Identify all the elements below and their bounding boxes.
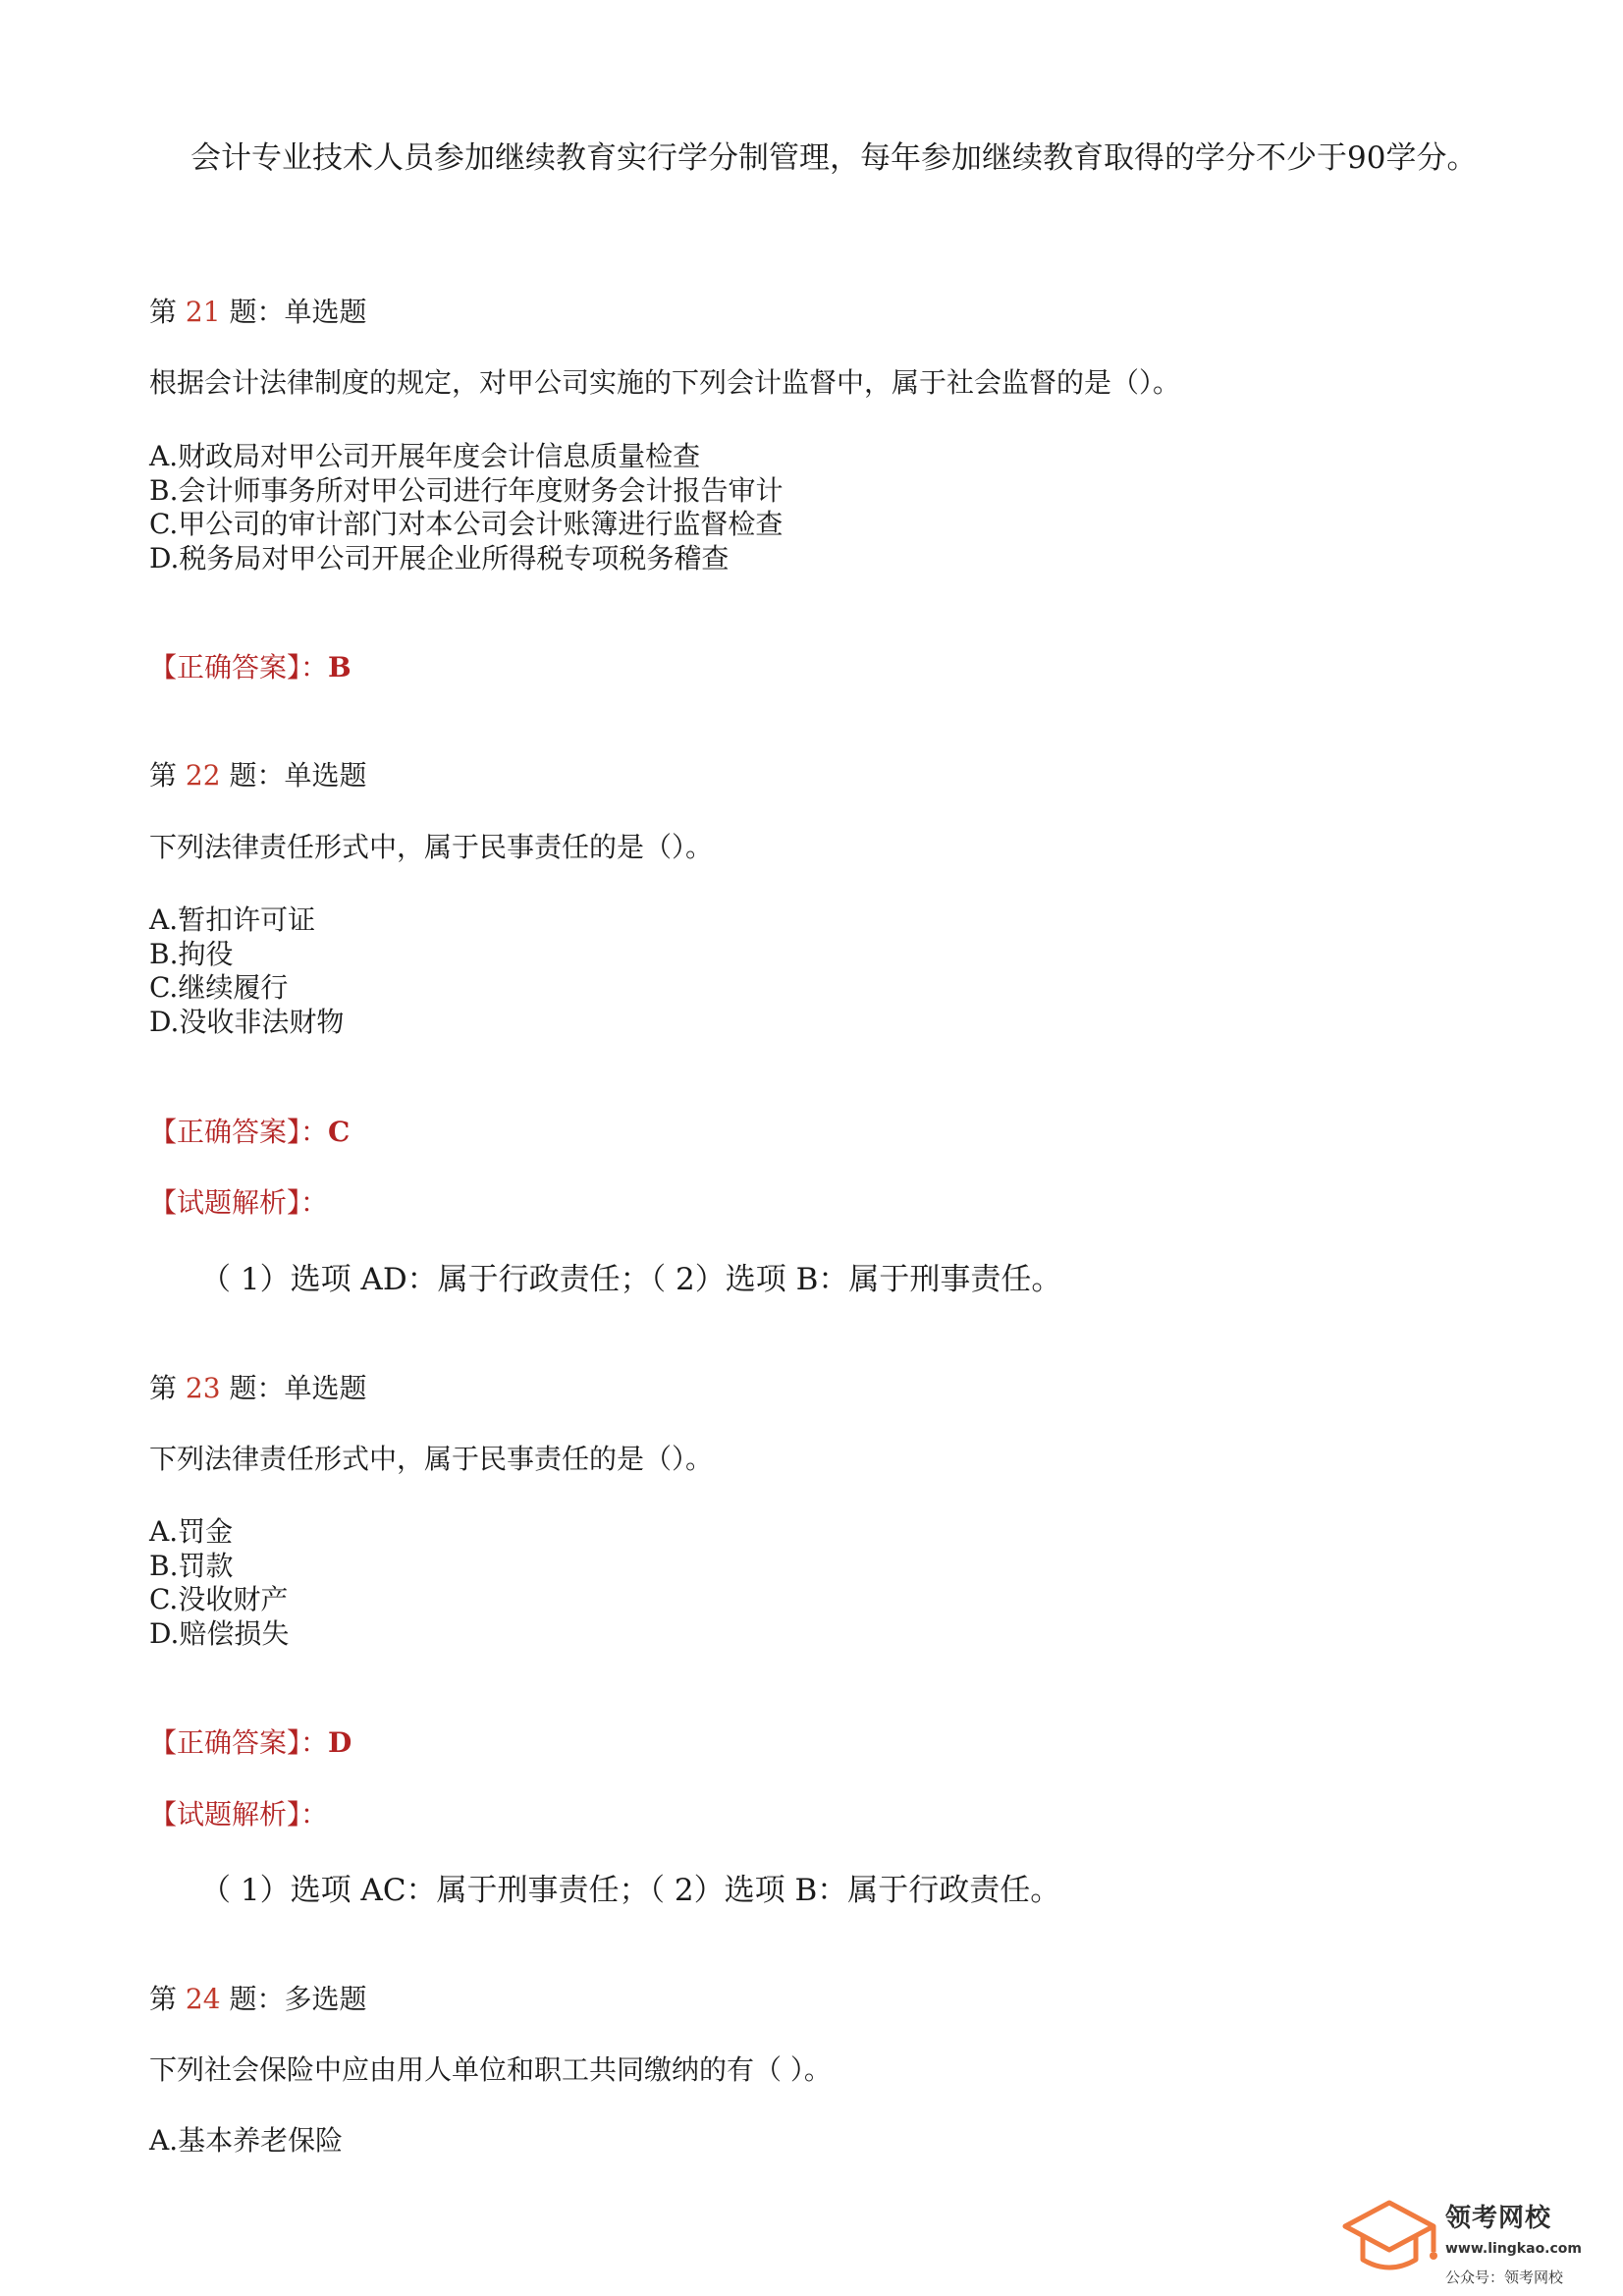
question-type: 题：单选题 <box>229 296 367 328</box>
answer-label: 【正确答案】： <box>149 651 329 683</box>
question-number: 24 <box>185 1983 221 2015</box>
question-prefix: 第 <box>149 759 178 792</box>
question-header <box>149 758 1504 793</box>
option-list <box>149 903 1504 1039</box>
question-23 <box>149 1371 1504 1406</box>
logo-wechat: 公众号：领考网校 <box>1445 2269 1564 2286</box>
option-c: C.甲公司的审计部门对本公司会计账簿进行监督检查 <box>149 508 784 540</box>
correct-answer <box>149 1725 1504 1761</box>
option-c: C.继续履行 <box>149 971 289 1004</box>
analysis-label: 【试题解析】： <box>149 1798 329 1831</box>
correct-answer <box>149 650 1504 685</box>
question-header <box>149 1982 1504 2017</box>
question-header <box>149 1371 1504 1406</box>
question-stem: 下列法律责任形式中，属于民事责任的是（）。 <box>149 1443 714 1475</box>
question-prefix: 第 <box>149 1372 178 1404</box>
option-list <box>149 1515 1504 1651</box>
question-header <box>149 295 1504 330</box>
intro-paragraph: 会计专业技术人员参加继续教育实行学分制管理，每年参加继续教育取得的学分不少于90学分。 <box>190 140 1478 176</box>
answer-label: 【正确答案】： <box>149 1116 329 1148</box>
correct-answer <box>149 1115 1504 1150</box>
answer-value: D <box>328 1726 352 1759</box>
question-24 <box>149 1982 1504 2017</box>
option-b: B.会计师事务所对甲公司进行年度财务会计报告审计 <box>149 473 784 507</box>
question-type: 题：多选题 <box>229 1983 367 2015</box>
analysis-label: 【试题解析】： <box>149 1186 329 1219</box>
answer-value: C <box>328 1116 351 1148</box>
answer-value: B <box>328 651 352 683</box>
option-a: A.基本养老保险 <box>149 2124 344 2157</box>
answer-label: 【正确答案】： <box>149 1726 329 1759</box>
option-c: C.没收财产 <box>149 1583 289 1615</box>
option-a: A.财政局对甲公司开展年度会计信息质量检查 <box>149 440 701 472</box>
analysis-text: （ 1）选项 AD：属于行政责任；（ 2）选项 B：属于刑事责任。 <box>200 1262 1062 1297</box>
logo-name: 领考网校 <box>1445 2204 1552 2233</box>
option-b: B.罚款 <box>149 1549 234 1582</box>
question-prefix: 第 <box>149 296 178 328</box>
option-a: A.罚金 <box>149 1515 234 1548</box>
question-number: 23 <box>185 1372 221 1404</box>
option-list <box>149 2124 1504 2159</box>
question-stem: 根据会计法律制度的规定，对甲公司实施的下列会计监督中，属于社会监督的是（）。 <box>149 366 1181 399</box>
option-d: D.没收非法财物 <box>149 1005 345 1038</box>
logo-url: www.lingkao.com <box>1445 2241 1583 2257</box>
question-prefix: 第 <box>149 1983 178 2015</box>
question-type: 题：单选题 <box>229 759 367 792</box>
option-d: D.赔偿损失 <box>149 1616 290 1650</box>
question-stem: 下列法律责任形式中，属于民事责任的是（）。 <box>149 831 714 863</box>
option-a: A.暂扣许可证 <box>149 903 316 936</box>
option-d: D.税务局对甲公司开展企业所得税专项税务稽查 <box>149 541 730 574</box>
question-stem: 下列社会保险中应由用人单位和职工共同缴纳的有（ ）。 <box>149 2053 832 2086</box>
question-22 <box>149 758 1504 793</box>
option-list <box>149 440 1504 575</box>
question-number: 22 <box>185 759 221 792</box>
question-type: 题：单选题 <box>229 1372 367 1404</box>
question-number: 21 <box>185 296 221 328</box>
question-21 <box>149 295 1504 330</box>
option-b: B.拘役 <box>149 937 234 970</box>
analysis-text: （ 1）选项 AC：属于刑事责任；（ 2）选项 B：属于行政责任。 <box>200 1873 1061 1908</box>
